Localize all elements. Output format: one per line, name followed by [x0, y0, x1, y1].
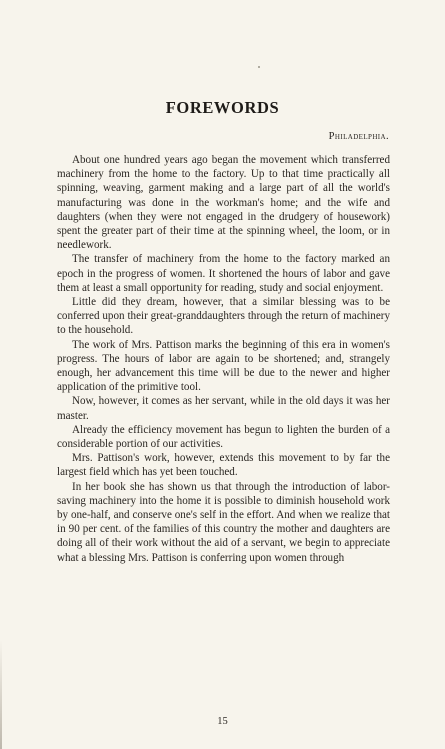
- paragraph: The work of Mrs. Pattison marks the beginning of this era in women's progress. The hours of labor are again to be shortened; and, strangely enough, her advancement this time will be due to the newer and higher application of the primitive tool.: [57, 338, 390, 394]
- paragraph: Now, however, it comes as her servant, while in the old days it was her master.: [57, 395, 390, 422]
- paragraph: The transfer of machinery from the home to the factory marked an epoch in the progress of women. It shortened the hours of labor and gave them at least a small opportunity for reading, study and social enjoyment.: [57, 253, 390, 294]
- paragraph: Already the efficiency movement has begun to lighten the burden of a considerable portion of our activities.: [57, 423, 390, 451]
- page-edge-shadow: [0, 640, 2, 749]
- place-line: Philadelphia.: [328, 131, 389, 142]
- paragraph: About one hundred years ago began the movement which transferred machinery from the home to the factory. Up to that time practically all spinning, weaving, garment making and a large part of all the world's manufacturing was done in the workman's home; and the wife and daughters (when they were not engaged in the drudgery of housework) spent the greater part of their time at the spinning wheel, the loom, or in needlework.: [57, 154, 390, 252]
- page-number: 15: [217, 716, 228, 727]
- body-text: [57, 153, 390, 565]
- paper-speck: [258, 66, 260, 68]
- page-title: FOREWORDS: [165, 98, 280, 117]
- paragraph: Mrs. Pattison's work, however, extends this movement to by far the largest field which has yet been touched.: [57, 452, 390, 479]
- paragraph: In her book she has shown us that through the introduction of labor-saving machinery into the home it is possible to diminish household work by one-half, and conserve one's self in the effort. And when we realize that in 90 per cent. of the families of this country the mother and daughters are doing all of their work without the aid of a servant, we begin to appreciate what a blessing Mrs. Pattison is conferring upon women through: [57, 480, 390, 564]
- paragraph: Little did they dream, however, that a similar blessing was to be conferred upon their great-granddaughters through the return of machinery to the household.: [57, 296, 390, 337]
